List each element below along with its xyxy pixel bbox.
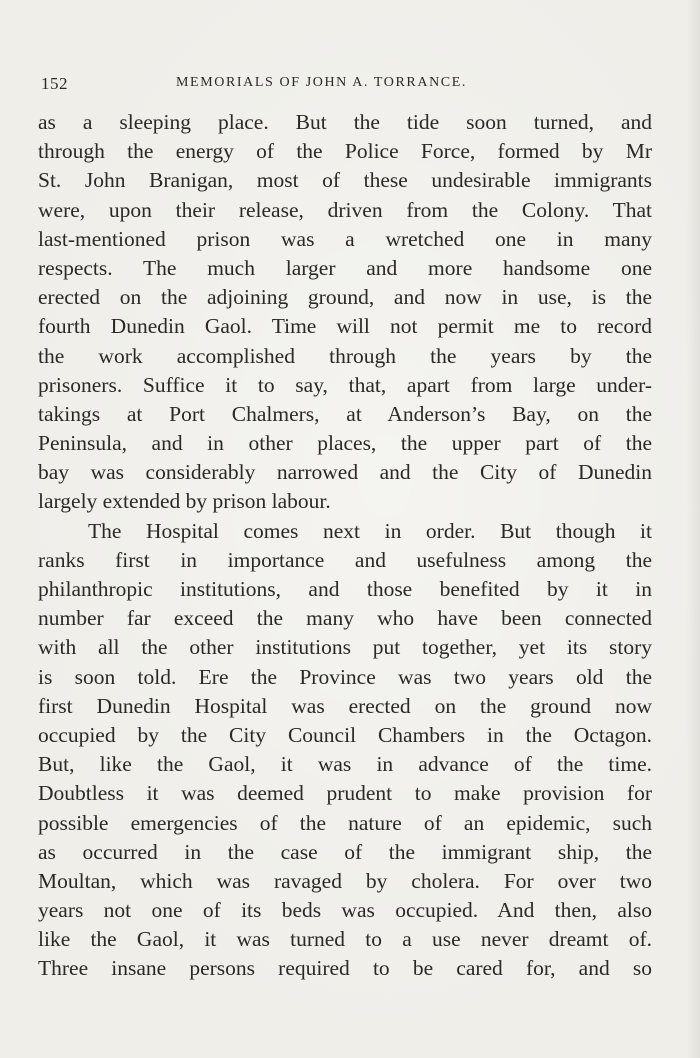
- text-line: respects. The much larger and more handsome one: [38, 255, 652, 280]
- text-line: possible emergencies of the nature of an epidemic, such: [38, 810, 652, 835]
- text-line: prisoners. Suffice it to say, that, apart from large under-: [38, 372, 652, 397]
- text-line: ranks first in importance and usefulness among the: [38, 547, 652, 572]
- text-line: occupied by the City Council Chambers in the Octagon.: [38, 722, 652, 747]
- text-line: as occurred in the case of the immigrant ship, the: [38, 839, 652, 864]
- text-line: first Dunedin Hospital was erected on the ground now: [38, 693, 652, 718]
- text-line: years not one of its beds was occupied. And then, also: [38, 898, 652, 923]
- paragraph-start-line: The Hospital comes next in order. But though it: [88, 518, 652, 543]
- text-line: with all the other institutions put together, yet its story: [38, 635, 652, 660]
- text-line: St. John Branigan, most of these undesirable immigrants: [38, 168, 652, 193]
- text-line: as a sleeping place. But the tide soon turned, and: [38, 110, 652, 134]
- text-line: the work accomplished through the years by the: [38, 343, 652, 368]
- text-line: Moultan, which was ravaged by cholera. For over two: [38, 868, 652, 893]
- text-line: is soon told. Ere the Province was two years old the: [38, 664, 652, 689]
- text-line: last-mentioned prison was a wretched one in many: [38, 226, 652, 251]
- text-line: erected on the adjoining ground, and now in use, is the: [38, 285, 652, 310]
- text-line: through the energy of the Police Force, formed by Mr: [38, 139, 652, 164]
- text-line: were, upon their release, driven from the Colony. That: [38, 197, 652, 222]
- running-title: MEMORIALS OF JOHN A. TORRANCE.: [176, 75, 467, 90]
- text-line: takings at Port Chalmers, at Anderson’s Bay, on the: [38, 401, 652, 426]
- page-edge-shadow: [686, 0, 700, 1058]
- text-line: like the Gaol, it was turned to a use never dreamt of.: [38, 927, 652, 952]
- page-number: 152: [41, 74, 68, 93]
- text-line: Peninsula, and in other places, the upper part of the: [38, 431, 652, 456]
- running-head: [41, 74, 653, 96]
- text-line: philanthropic institutions, and those benefited by it in: [38, 577, 652, 601]
- text-line: number far exceed the many who have been connected: [38, 606, 652, 631]
- body-text: [38, 108, 652, 984]
- text-line: But, like the Gaol, it was in advance of the time.: [38, 752, 652, 777]
- text-line: Three insane persons required to be cared for, and so: [38, 956, 652, 981]
- paragraph-end-line: largely extended by prison labour.: [38, 489, 331, 514]
- text-line: Doubtless it was deemed prudent to make provision for: [38, 781, 652, 806]
- text-line: bay was considerably narrowed and the City of Dunedin: [38, 460, 652, 485]
- text-line: fourth Dunedin Gaol. Time will not permit me to record: [38, 314, 652, 339]
